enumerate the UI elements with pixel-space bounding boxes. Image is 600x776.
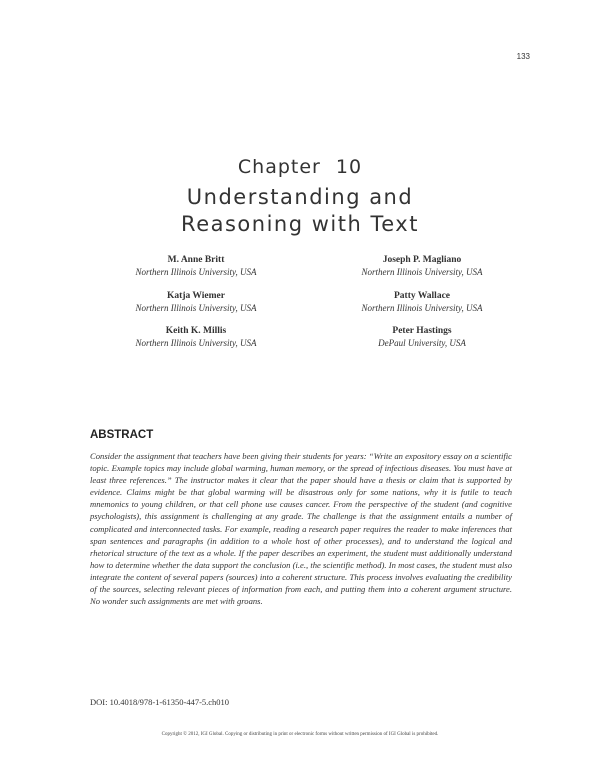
author-affiliation: Northern Illinois University, USA bbox=[135, 303, 257, 313]
chapter-title-line-2: Reasoning with Text bbox=[181, 212, 419, 236]
author-block bbox=[322, 325, 522, 349]
author-name: Keith K. Millis bbox=[165, 326, 227, 336]
author-block bbox=[96, 290, 296, 314]
chapter-label: Chapter 10 bbox=[237, 156, 363, 178]
author-block bbox=[96, 254, 296, 278]
author-name: Patty Wallace bbox=[393, 291, 451, 301]
author-affiliation: Northern Illinois University, USA bbox=[361, 303, 483, 313]
abstract-text: Consider the assignment that teachers have been giving their students for years: “Write an expository essay on a scientific topic. Example topics may include global warming, human memory, or the spread of infectious diseases. You must have at least three references.” The instructor makes it clear that the paper should have a thesis or claim that is supported by evidence. Claims might be that global warming will be disastrous only for some nations, why it is futile to teach mnemonics to young children, or that cell phone use causes cancer. From the perspective of the student (and cognitive psychologists), this assignment is challenging at any grade. The challenge is that the assignment entails a number of complicated and interconnected tasks. For example, reading a research paper requires the reader to make inferences that span sentences and paragraphs (in addition to a whole host of other processes), and to understand the logical and rhetorical structure of the text as a whole. If the paper describes an experiment, the student must additionally understand how to determine whether the data support the conclusion (i.e., the scientific method). In most cases, the student must also integrate the content of several papers (sources) into a coherent structure. This process involves evaluating the credibility of the sources, selecting relevant pieces of information from each, and putting them into a coherent argument structure. No wonder such assignments are met with groans. bbox=[90, 451, 512, 607]
abstract-heading: ABSTRACT bbox=[90, 429, 154, 441]
doi: DOI: 10.4018/978-1-61350-447-5.ch010 bbox=[90, 697, 230, 707]
author-affiliation: Northern Illinois University, USA bbox=[135, 338, 257, 348]
author-name: Peter Hastings bbox=[392, 326, 452, 336]
author-block bbox=[96, 325, 296, 349]
author-block bbox=[322, 254, 522, 278]
author-name: Katja Wiemer bbox=[167, 291, 225, 301]
author-name: M. Anne Britt bbox=[167, 255, 225, 265]
author-block bbox=[322, 290, 522, 314]
author-affiliation: Northern Illinois University, USA bbox=[135, 267, 257, 277]
author-affiliation: Northern Illinois University, USA bbox=[361, 267, 483, 277]
chapter-title-line-1: Understanding and bbox=[186, 185, 414, 209]
copyright-notice: Copyright © 2012, IGI Global. Copying or distributing in print or electronic forms without written permission of IGI Global is prohibited. bbox=[161, 732, 439, 737]
page-number: 133 bbox=[516, 52, 530, 61]
chapter-title bbox=[0, 184, 600, 238]
author-affiliation: DePaul University, USA bbox=[378, 338, 466, 348]
author-name: Joseph P. Magliano bbox=[382, 255, 462, 265]
